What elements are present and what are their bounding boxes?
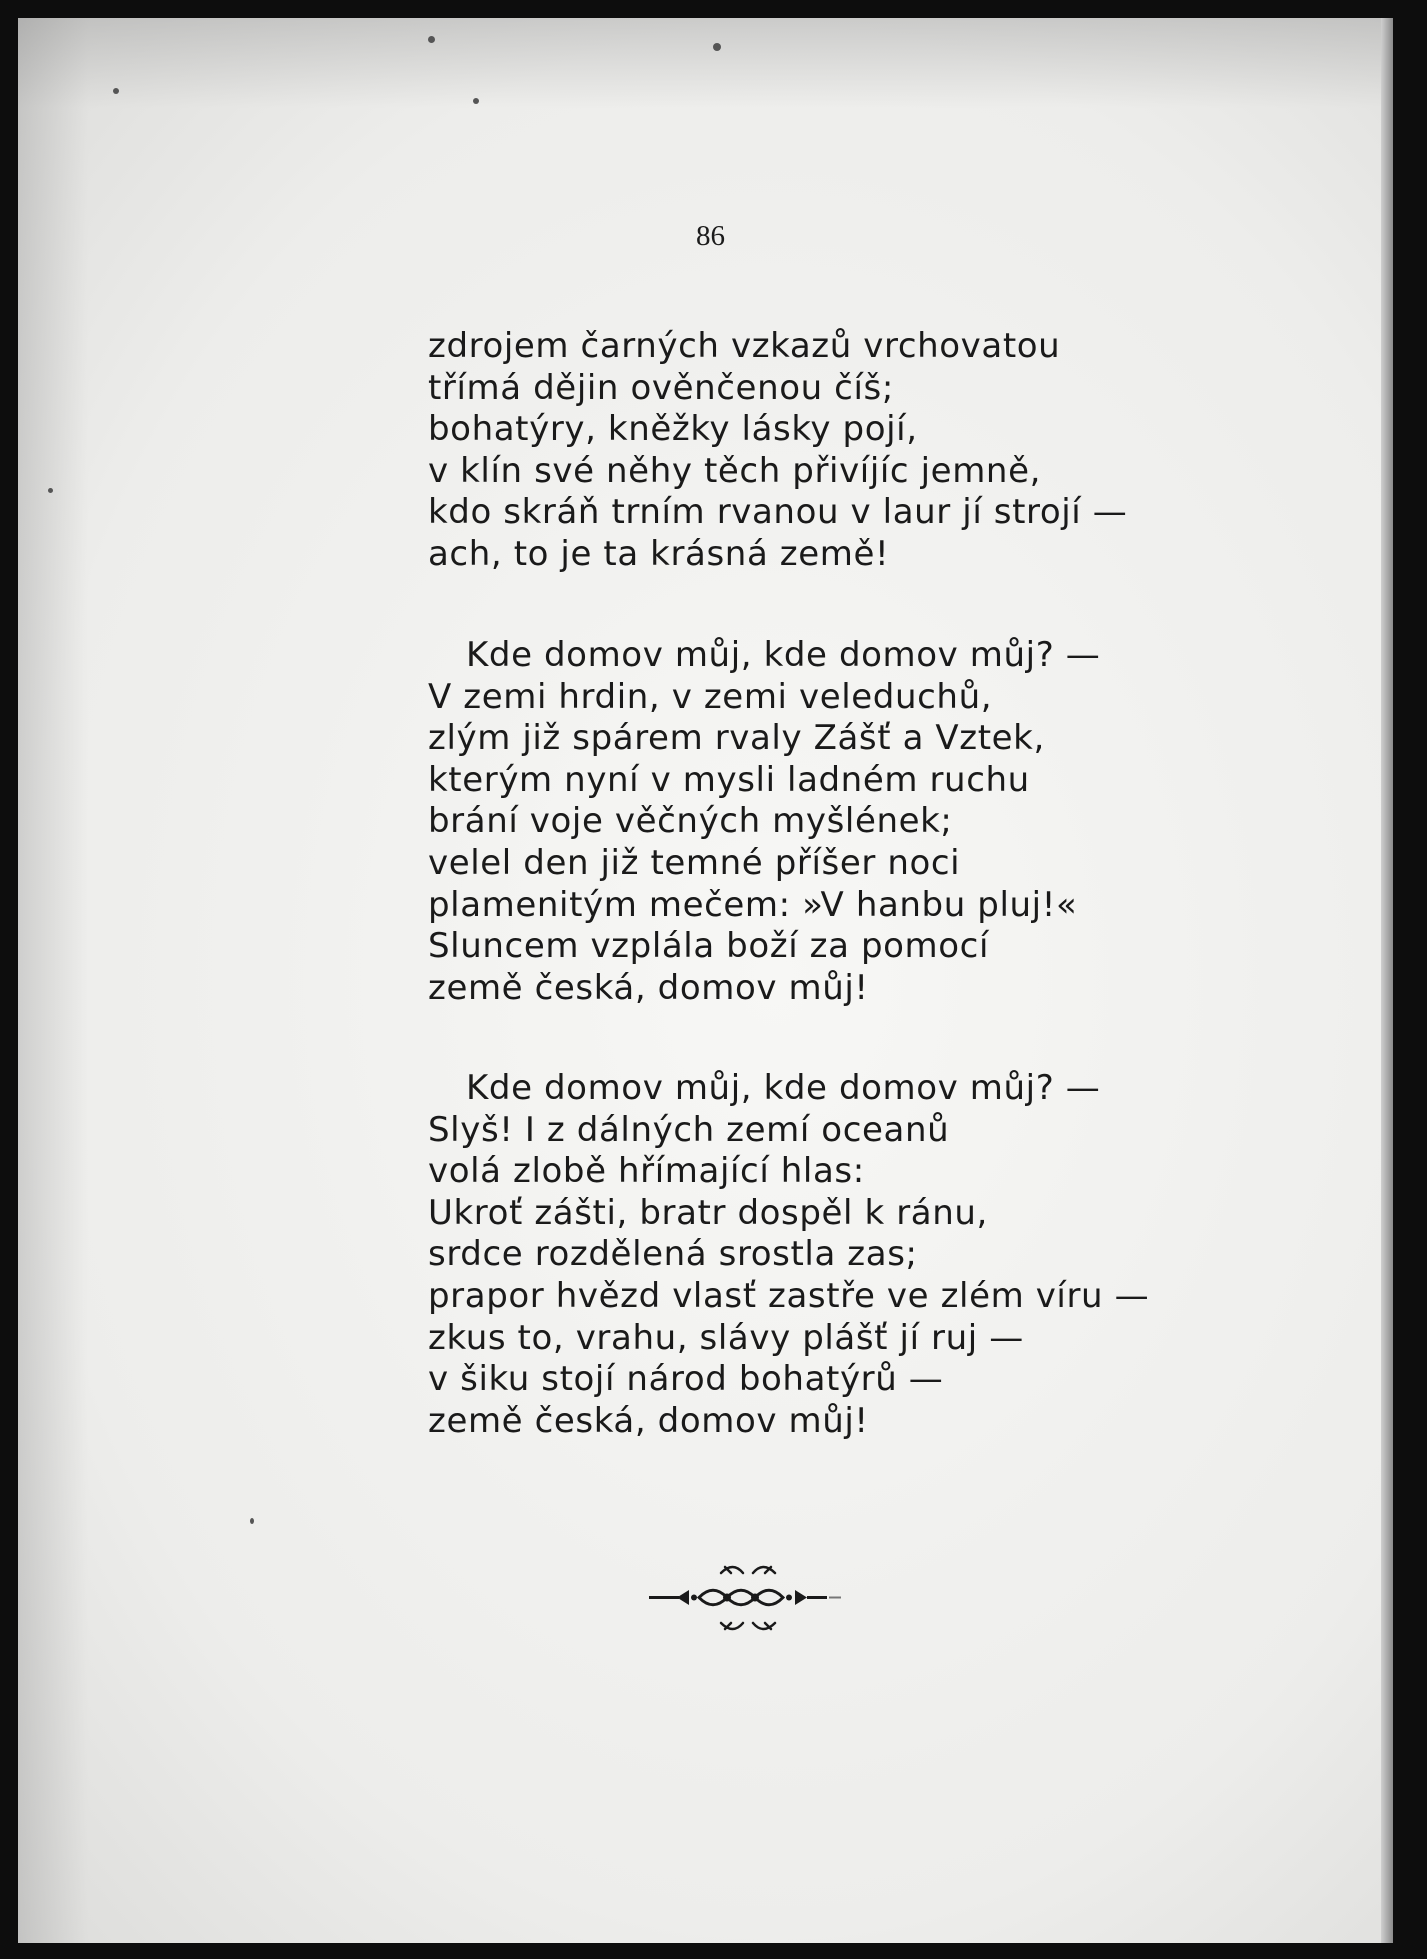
verse-line: Sluncem vzplála boží za pomocí: [428, 926, 990, 967]
verse-line: kdo skráň trním rvanou v laur jí strojí —: [428, 492, 1128, 533]
stanza-1: [428, 326, 1328, 576]
page-edge-right: [1381, 18, 1393, 1943]
verse-line: plamenitým mečem: »V hanbu pluj!«: [428, 884, 1078, 925]
refrain-line: Kde domov můj, kde domov můj? —: [466, 1068, 1101, 1108]
verse-line: volá zlobě hřímající hlas:: [428, 1151, 865, 1192]
page-shadow-left: [18, 18, 88, 1943]
verse-line: velel den již temné příšer noci: [428, 842, 961, 883]
vignette-ornament-icon: [643, 1553, 853, 1643]
stanza-2: [428, 635, 1328, 1009]
ink-speck: [48, 488, 53, 493]
verse-line: bohatýry, kněžky lásky pojí,: [428, 409, 918, 450]
verse-line: zdrojem čarných vzkazů vrchovatou: [428, 326, 1061, 366]
ink-speck: [250, 1518, 254, 1524]
stanza-3: [428, 1068, 1328, 1442]
ink-speck: [713, 43, 721, 51]
ink-speck: [428, 36, 435, 43]
verse-line: brání voje věčných myšlének;: [428, 801, 953, 842]
verse-line: země česká, domov můj!: [428, 967, 869, 1008]
verse-line: ach, to je ta krásná země!: [428, 533, 890, 574]
verse-line: kterým nyní v mysli ladném ruchu: [428, 759, 1030, 800]
book-page: [18, 18, 1393, 1943]
verse-line: V zemi hrdin, v zemi veleduchů,: [428, 676, 993, 717]
ink-speck: [473, 98, 479, 104]
verse-line: v šiku stojí národ bohatýrů —: [428, 1359, 944, 1400]
verse-line: prapor hvězd vlasť zastře ve zlém víru —: [428, 1275, 1150, 1316]
page-number: 86: [696, 220, 725, 252]
verse-line: v klín své něhy těch přivíjíc jemně,: [428, 450, 1041, 491]
verse-line: zlým již spárem rvaly Zášť a Vztek,: [428, 718, 1045, 759]
verse-line: srdce rozdělená srostla zas;: [428, 1234, 918, 1275]
verse-line: Ukroť zášti, bratr dospěl k ránu,: [428, 1192, 988, 1233]
page-shadow-top: [18, 18, 1393, 108]
verse-line: Slyš! I z dálných zemí oceanů: [428, 1109, 950, 1150]
ink-speck: [113, 88, 119, 94]
verse-line: třímá dějin ověnčenou číš;: [428, 367, 894, 408]
refrain-line: Kde domov můj, kde domov můj? —: [466, 635, 1101, 675]
verse-line: země česká, domov můj!: [428, 1400, 869, 1441]
verse-line: zkus to, vrahu, slávy plášť jí ruj —: [428, 1317, 1024, 1358]
